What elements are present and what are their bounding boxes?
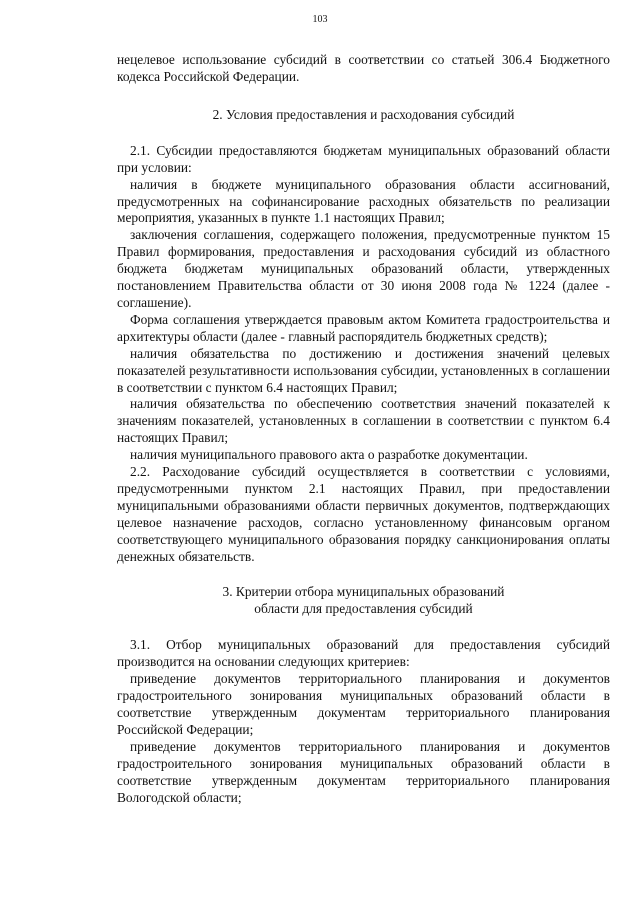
condition-agreement: заключения соглашения, содержащего положения, предусмотренные пунктом 15 Правил формирования, предоставления и расходования субсидий из областного бюджета бюджетам муниципальных образований области, утвержденных постановлением Правительства области от 30 июня 2008 года № 1224 (далее - соглашение).	[117, 227, 610, 310]
paragraph-3-1: 3.1. Отбор муниципальных образований для предоставления субсидий производится на основании следующих критериев:	[117, 637, 610, 670]
criterion-regional-planning: приведение документов территориального планирования и документов градостроительного зонирования муниципальных образований области в соответствие утвержденным документам территориального планирования Вологодской области;	[117, 738, 610, 805]
criterion-federal-planning: приведение документов территориального планирования и документов градостроительного зонирования муниципальных образований области в соответствие утвержденным документам территориального планирования Российской Федерации;	[117, 671, 610, 737]
section-3-title-line-2: области для предоставления субсидий	[254, 601, 473, 617]
document-body	[117, 52, 610, 807]
condition-indicator-compliance: наличия обязательства по обеспечению соответствия значений показателей к значениям показателей, установленных в соглашении в соответствии с пунктом 6.4 настоящих Правил;	[117, 396, 610, 446]
intro-paragraph: нецелевое использование субсидий в соответствии со статьей 306.4 Бюджетного кодекса Российской Федерации.	[117, 52, 610, 84]
section-3-title-line-1: 3. Критерии отбора муниципальных образований	[222, 584, 505, 600]
condition-legal-act: наличия муниципального правового акта о разработке документации.	[130, 447, 528, 463]
paragraph-2-2: 2.2. Расходование субсидий осуществляется в соответствии с условиями, предусмотренными пунктом 2.1 настоящих Правил, при предоставлении муниципальными образованиями области первичных документов, подтверждающих целевое назначение расходов, согласно установленному финансовым органом соответствующего муниципального образования порядку санкционирования оплаты денежных обязательств.	[117, 464, 610, 564]
condition-target-indicators: наличия обязательства по достижению и достижения значений целевых показателей результативности использования субсидии, установленных в соглашении в соответствии с пунктом 6.4 настоящих Правил;	[117, 345, 610, 395]
page-number: 103	[312, 14, 328, 25]
section-2-title: 2. Условия предоставления и расходования субсидий	[212, 106, 515, 122]
agreement-form-paragraph: Форма соглашения утверждается правовым актом Комитета градостроительства и архитектуры области (далее - главный распорядитель бюджетных средств);	[117, 311, 610, 344]
paragraph-2-1: 2.1. Субсидии предоставляются бюджетам муниципальных образований области при условии:	[117, 142, 610, 175]
section-3-title	[117, 583, 610, 617]
condition-budget-allocations: наличия в бюджете муниципального образования области ассигнований, предусмотренных на софинансирование расходных обязательств по реализации мероприятия, указанных в пункте 1.1 настоящих Правил;	[117, 176, 610, 226]
